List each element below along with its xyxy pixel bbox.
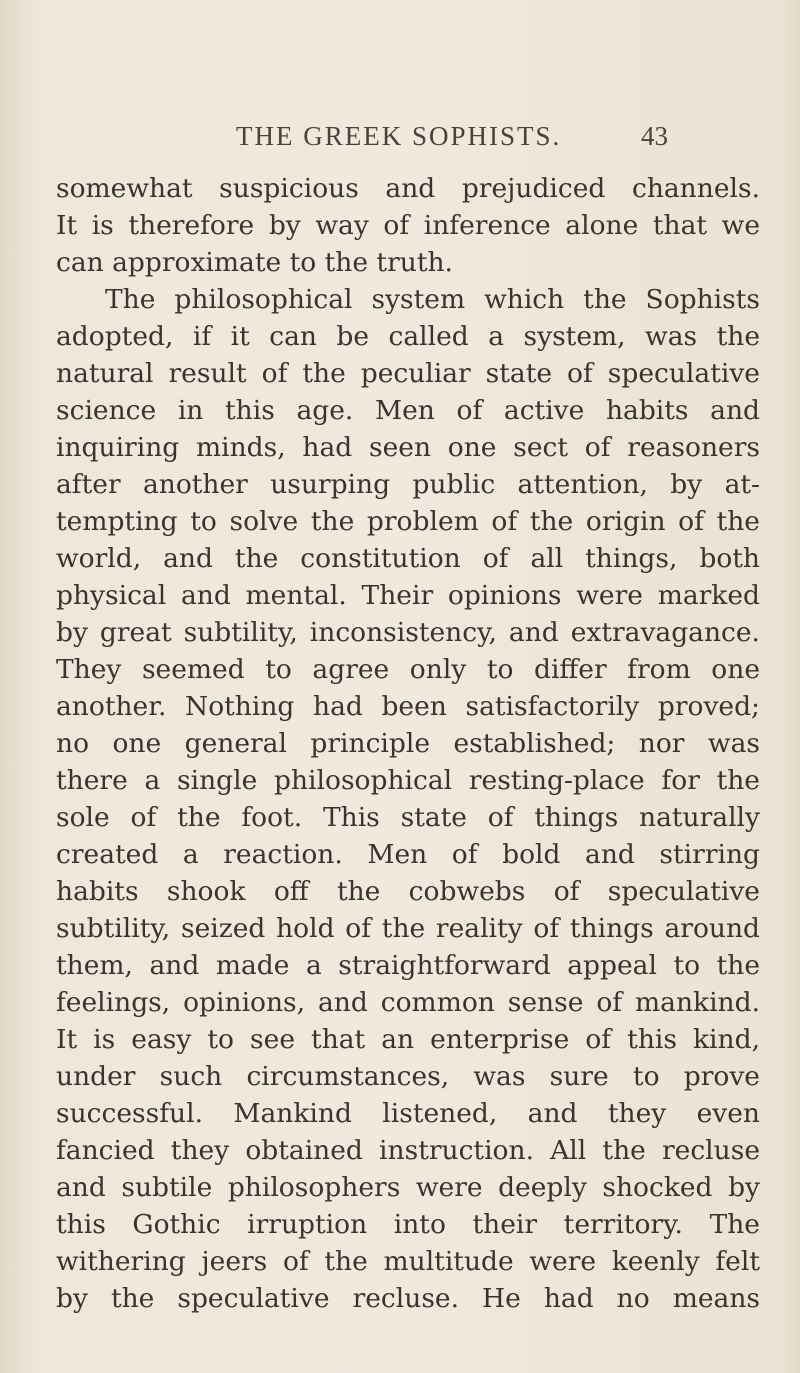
running-header xyxy=(0,121,800,151)
running-title: THE GREEK SOPHISTS. xyxy=(236,121,562,151)
text-line: by the speculative recluse. He had no means xyxy=(56,1283,760,1314)
page-number: 43 xyxy=(641,121,668,151)
text-line: tempting to solve the problem of the origin of the xyxy=(56,506,760,537)
text-line: another. Nothing had been satisfactorily proved; xyxy=(56,691,760,722)
text-line: They seemed to agree only to differ from one xyxy=(56,654,760,685)
text-line: can approximate to the truth. xyxy=(56,247,453,278)
text-line: successful. Mankind listened, and they even xyxy=(56,1098,760,1129)
text-line: sole of the foot. This state of things naturally xyxy=(56,802,760,833)
text-line: natural result of the peculiar state of speculative xyxy=(56,358,760,389)
text-line: withering jeers of the multitude were keenly felt xyxy=(56,1246,760,1277)
text-line: It is therefore by way of inference alone that we xyxy=(56,210,760,241)
text-line: after another usurping public attention, by at- xyxy=(56,469,760,500)
text-line: and subtile philosophers were deeply shocked by xyxy=(56,1172,760,1203)
text-line: no one general principle established; nor was xyxy=(56,728,760,759)
text-line: adopted, if it can be called a system, was the xyxy=(56,321,760,352)
text-line: feelings, opinions, and common sense of mankind. xyxy=(56,987,760,1018)
text-line: this Gothic irruption into their territory. The xyxy=(56,1209,760,1240)
text-line: somewhat suspicious and prejudiced channels. xyxy=(56,173,760,204)
text-line: created a reaction. Men of bold and stirring xyxy=(56,839,760,870)
text-line: physical and mental. Their opinions were marked xyxy=(56,580,760,611)
text-line: world, and the constitution of all things, both xyxy=(56,543,760,574)
text-line: by great subtility, inconsistency, and extravagance. xyxy=(56,617,760,648)
text-line: habits shook off the cobwebs of speculative xyxy=(56,876,760,907)
text-line: there a single philosophical resting-place for the xyxy=(56,765,760,796)
text-line: The philosophical system which the Sophists xyxy=(105,284,760,315)
text-line: fancied they obtained instruction. All the recluse xyxy=(56,1135,760,1166)
text-line: It is easy to see that an enterprise of this kind, xyxy=(56,1024,760,1055)
text-line: inquiring minds, had seen one sect of reasoners xyxy=(56,432,760,463)
text-line: them, and made a straightforward appeal to the xyxy=(56,950,760,981)
body-text xyxy=(56,170,760,1317)
text-line: subtility, seized hold of the reality of things around xyxy=(56,913,760,944)
text-line: under such circumstances, was sure to prove xyxy=(56,1061,760,1092)
text-line: science in this age. Men of active habits and xyxy=(56,395,760,426)
